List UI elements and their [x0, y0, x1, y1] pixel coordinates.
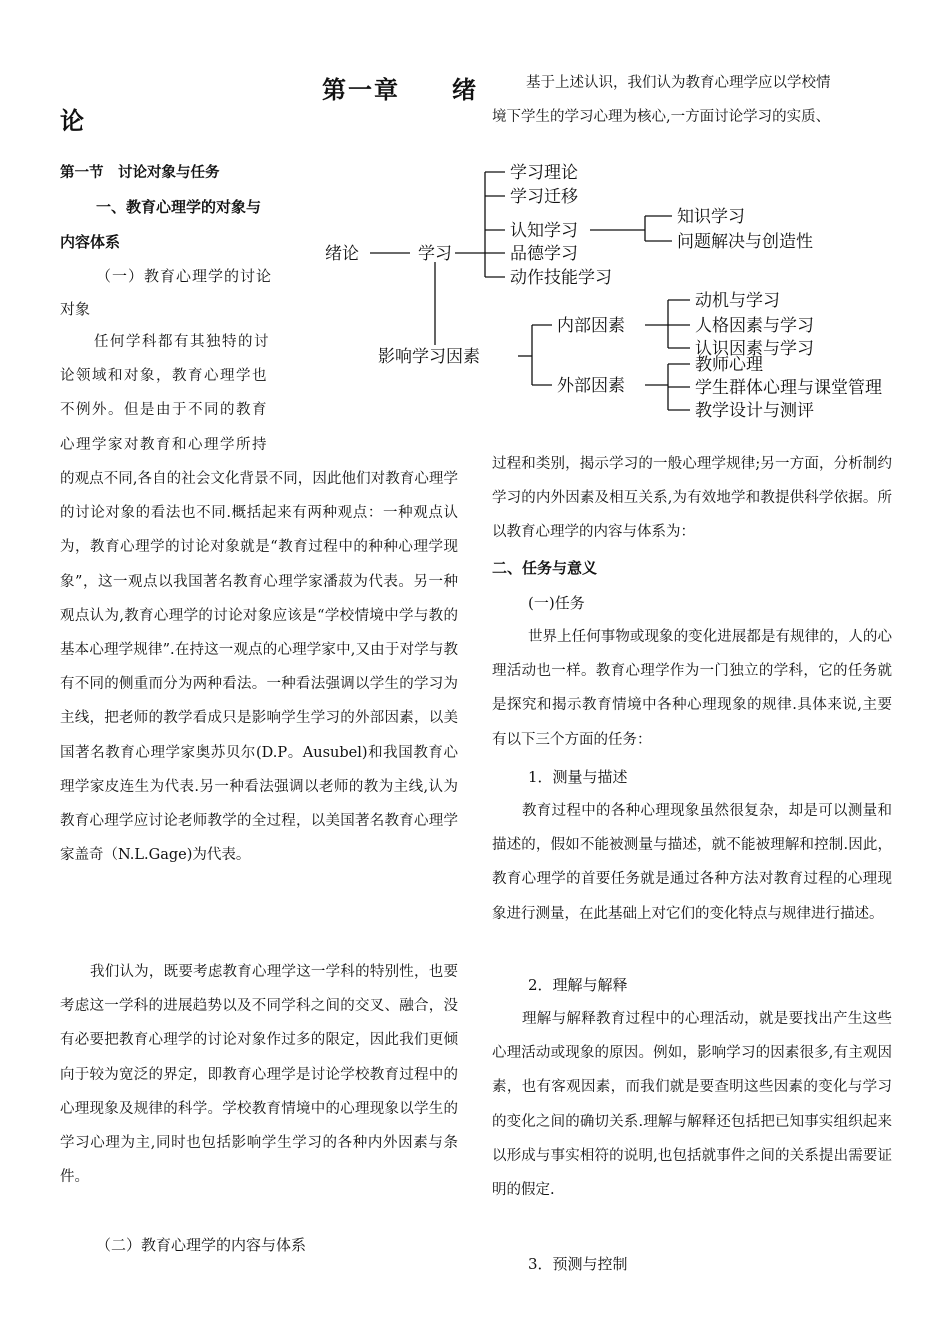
node-teacher: 教师心理 [695, 355, 763, 375]
text-line: 不例外。但是由于不同的教育 [60, 402, 268, 419]
subheading-task1: (一)任务 [528, 594, 585, 612]
section-title: 第一节 讨论对象与任务 [60, 165, 220, 181]
subheading-object-line2: 对象 [60, 300, 91, 318]
paragraph-task: 世界上任何事物或现象的变化进展都是有规律的，人的心理活动也一样。教育心理学作为一门独立的学科，它的任务就是探究和揭示教育情境中各种心理现象的规律.具体来说,主要有以下三个方面的任务： [492, 629, 892, 748]
paragraph-measure: 教育过程中的各种心理现象虽然很复杂，却是可以测量和描述的，假如不能被测量与描述，就不能被理解和控制.因此，教育心理学的首要任务就是通过各种方法对教育过程的心理现象进行测量，在此基础上对它们的变化特点与规律进行描述。 [492, 803, 892, 922]
paragraph-explain: 理解与解释教育过程中的心理活动，就是要找出产生这些心理活动或现象的原因。例如，影响学习的因素很多,有主观因素，也有客观因素，而我们就是要查明这些因素的变化与学习的变化之间的确切关系.理解与解释还包括把已知事实组织起来以形成与事实相符的说明,也包括就事件之间的关系提出需要证明的假定. [492, 1011, 892, 1199]
content-system-diagram [300, 150, 945, 430]
node-internal: 内部因素 [557, 316, 625, 336]
paragraph-right-top [492, 66, 892, 134]
node-cognitive: 认知学习 [510, 221, 578, 241]
node-personality: 人格因素与学习 [695, 316, 814, 336]
node-learning: 学习 [418, 244, 452, 264]
paragraph-object-narrow [60, 325, 300, 462]
chapter-title-part1: 第一章 绪 [322, 76, 478, 104]
item-predict: 3．预测与控制 [528, 1255, 628, 1273]
node-group: 学生群体心理与课堂管理 [695, 378, 882, 398]
node-problem: 问题解决与创造性 [677, 232, 813, 252]
paragraph-our-view: 我们认为，既要考虑教育心理学这一学科的特别性，也要考虑这一学科的进展趋势以及不同学科之间的交叉、融合，没有必要把教育心理学的讨论对象作过多的限定，因此我们更倾向于较为宽泛的界定，即教育心理学是讨论学校教育过程中的心理现象及规律的科学。学校教育情境中的心理现象以学生的学习心理为主,同时也包括影响学生学习的各种内外因素与条件。 [60, 964, 458, 1186]
node-transfer: 学习迁移 [510, 187, 578, 207]
chapter-title-part2: 论 [60, 107, 86, 135]
text-line: 任何学科都有其独特的讨 [94, 334, 270, 350]
node-motor: 动作技能学习 [510, 268, 612, 288]
text-line: 心理学家对教育和心理学所持 [60, 436, 268, 453]
node-theory: 学习理论 [510, 163, 578, 183]
item-explain: 2．理解与解释 [528, 976, 628, 994]
text-line: 论领域和对象，教育心理学也 [60, 368, 268, 385]
heading-tasks: 二、任务与意义 [492, 559, 598, 577]
text-line: 基于上述认识，我们认为教育心理学应以学校情 [526, 75, 831, 91]
paragraph-after-diagram: 过程和类别，揭示学习的一般心理学规律;另一方面，分析制约学习的内外因素及相互关系,为有效地学和教提供科学依据。所以教育心理学的内容与体系为： [492, 456, 892, 541]
node-knowledge: 知识学习 [677, 207, 745, 227]
node-motivation: 动机与学习 [695, 291, 780, 311]
node-root: 绪论 [325, 244, 359, 264]
heading-object-line2: 内容体系 [60, 233, 121, 251]
subheading-object-line1: （一）教育心理学的讨论 [96, 267, 273, 285]
paragraph-object-wide: 的观点不同,各自的社会文化背景不同，因此他们对教育心理学的讨论对象的看法也不同.概括起来有两种观点：一种观点认为，教育心理学的讨论对象就是“教育过程中的种种心理学现象”，这一观点以我国著名教育心理学家潘菽为代表。另一种观点认为,教育心理学的讨论对象应该是“学校情境中学与教的基本心理学规律”.在持这一观点的心理学家中,又由于对学与教有不同的侧重而分为两种看法。一种看法强调以学生的学习为主线，把老师的教学看成只是影响学生学习的外部因素，以美国著名教育心理学家奥苏贝尔(D.P。Ausubel)和我国教育心理学家皮连生为代表.另一种看法强调以老师的教为主线,认为教育心理学应讨论老师教学的全过程，以美国著名教育心理学家盖奇（N.L.Gage)为代表。 [60, 471, 458, 864]
heading-object-line1: 一、教育心理学的对象与 [96, 198, 262, 216]
item-measure: 1．测量与描述 [528, 768, 628, 786]
node-moral: 品德学习 [510, 244, 578, 264]
text-line: 境下学生的学习心理为核心,一方面讨论学习的实质、 [492, 109, 831, 126]
subheading-content-system: （二）教育心理学的内容与体系 [96, 1236, 307, 1254]
node-design: 教学设计与测评 [695, 401, 814, 421]
node-cogfactor: 认识因素与学习 [695, 339, 814, 359]
node-factors: 影响学习因素 [378, 347, 480, 367]
node-external: 外部因素 [557, 376, 625, 396]
